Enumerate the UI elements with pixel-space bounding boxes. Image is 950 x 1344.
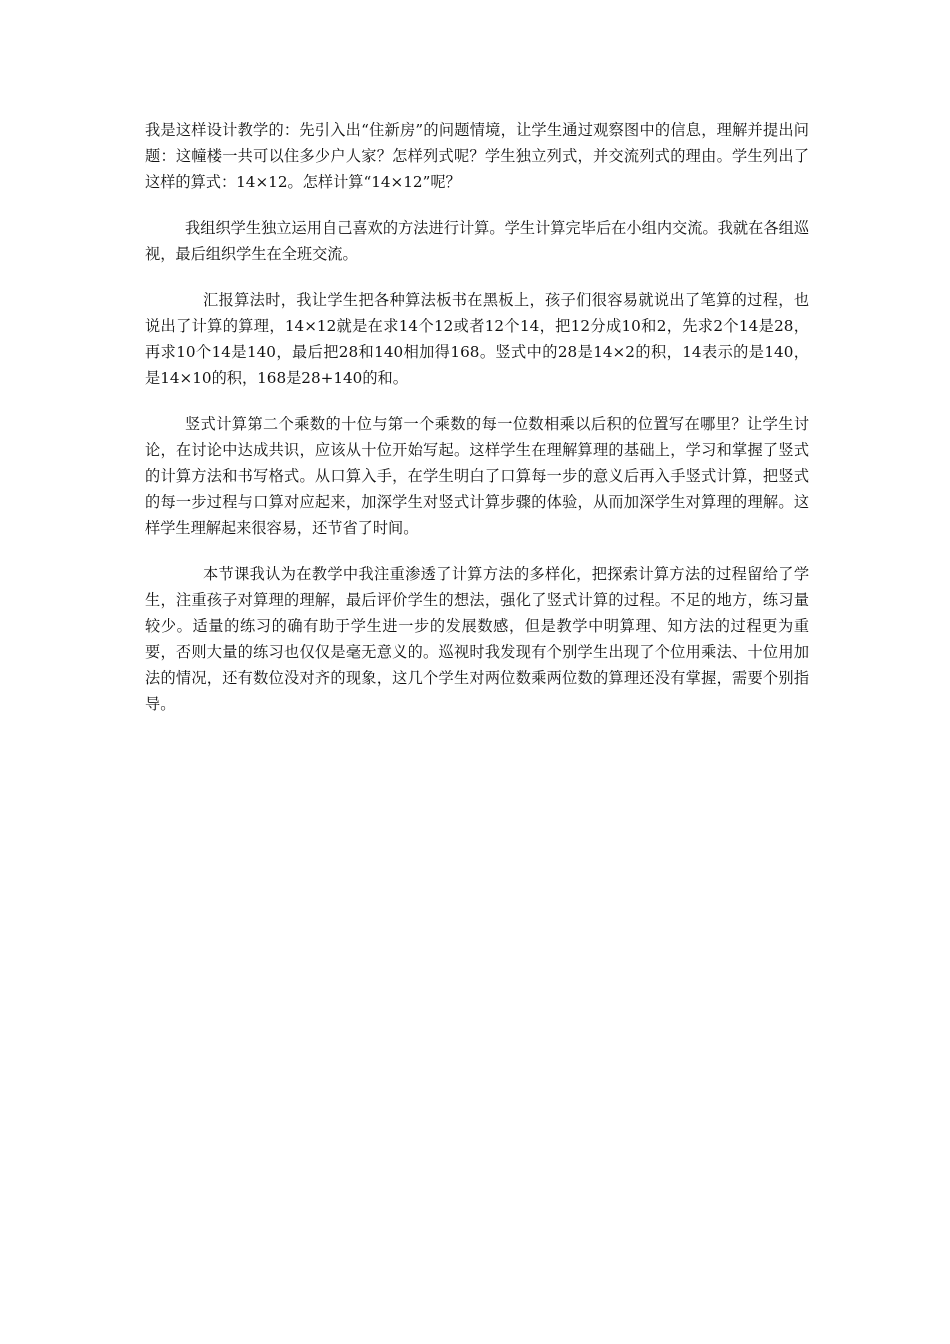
paragraph-lesson-reflection: 本节课我认为在教学中我注重渗透了计算方法的多样化，把探索计算方法的过程留给了学生，注重孩子对算理的理解，最后评价学生的想法，强化了竖式计算的过程。不足的地方，练习量较少。适量的练习的确有助于学生进一步的发展数感，但是教学中明算理、知方法的过程更为重要，否则大量的练习也仅仅是毫无意义的。巡视时我发现有个别学生出现了个位用乘法、十位用加法的情况，还有数位没对齐的现象，这几个学生对两位数乘两位数的算理还没有掌握，需要个别指导。: [145, 565, 809, 713]
paragraph-independent-calculation: 我组织学生独立运用自己喜欢的方法进行计算。学生计算完毕后在小组内交流。我就在各组巡视，最后组织学生在全班交流。: [145, 219, 809, 263]
paragraph-vertical-calculation: 竖式计算第二个乘数的十位与第一个乘数的每一位数相乘以后积的位置写在哪里？让学生讨论，在讨论中达成共识，应该从十位开始写起。这样学生在理解算理的基础上，学习和掌握了竖式的计算方法和书写格式。从口算入手，在学生明白了口算每一步的意义后再入手竖式计算，把竖式的每一步过程与口算对应起来，加深学生对竖式计算步骤的体验，从而加深学生对算理的理解。这样学生理解起来很容易，还节省了时间。: [145, 415, 809, 537]
paragraph-teaching-design: 我是这样设计教学的：先引入出“住新房”的问题情境，让学生通过观察图中的信息，理解并提出问题：这幢楼一共可以住多少户人家？怎样列式呢？学生独立列式，并交流列式的理由。学生列出了这样的算式：14×12。怎样计算“14×12”呢？: [145, 121, 809, 191]
document-body: [145, 117, 809, 717]
paragraph-reporting-methods: 汇报算法时，我让学生把各种算法板书在黑板上，孩子们很容易就说出了笔算的过程，也说出了计算的算理，14×12就是在求14个12或者12个14，把12分成10和2，先求2个14是28，再求10个14是140，最后把28和140相加得168。竖式中的28是14×2的积，14表示的是140，是14×10的积，168是28+140的和。: [145, 291, 809, 387]
